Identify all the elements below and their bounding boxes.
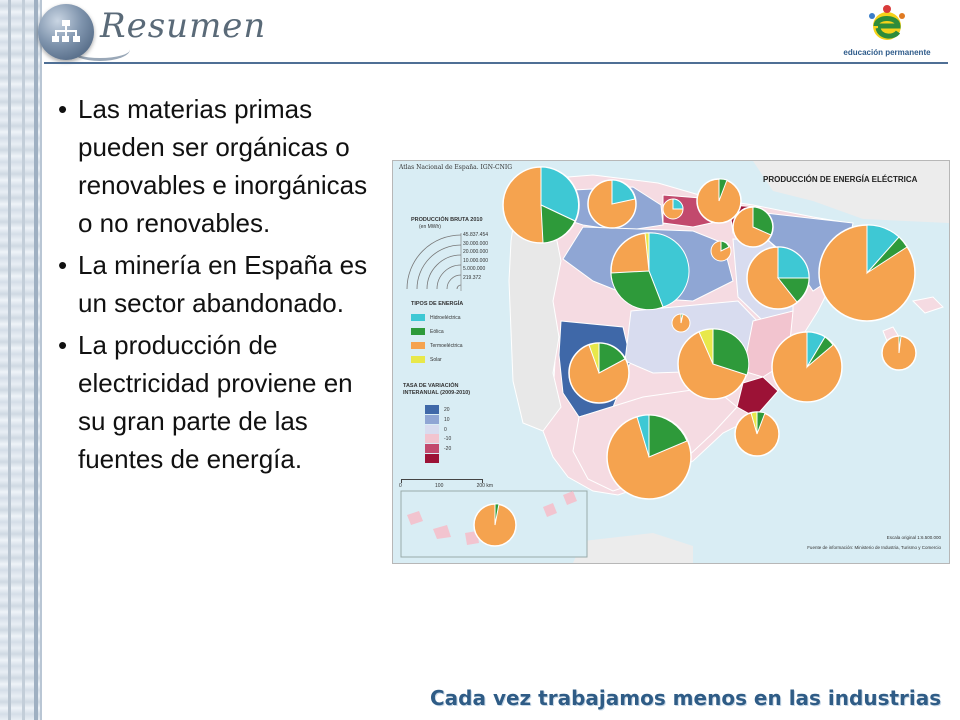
pie-castilla-leon — [611, 233, 689, 310]
pie-cataluna — [819, 225, 915, 321]
frame-stripe — [22, 0, 25, 720]
variation-item — [425, 405, 451, 415]
pie-castilla-la-mancha — [678, 329, 749, 399]
variation-item — [425, 444, 451, 454]
production-value: 20.000.000 — [463, 249, 489, 256]
variation-label: -20 — [444, 446, 452, 453]
pie-extremadura — [569, 343, 629, 403]
legend-item-thermal — [411, 339, 463, 353]
info-note: Fuente de información: Ministerio de Industria, Turismo y Comercio — [807, 545, 941, 550]
pie-andalucia — [607, 415, 691, 499]
bullet-item: • Las materias primas pueden ser orgánicas o renovables e inorgánicas o no renovables. — [56, 90, 376, 242]
production-value: 5.000.000 — [463, 266, 486, 273]
variation-item — [425, 425, 451, 435]
pie-galicia — [503, 167, 579, 243]
pie-asturias — [588, 180, 636, 228]
energy-map — [392, 160, 950, 564]
left-decorative-frame — [0, 0, 42, 720]
legend-label: Hidroeléctrica — [430, 315, 461, 321]
variation-label: 20 — [444, 406, 450, 413]
pie-navarra — [733, 207, 773, 247]
pie-canarias — [474, 504, 516, 546]
variation-swatch — [425, 434, 439, 443]
title-divider — [44, 62, 948, 64]
legend-swatch — [411, 314, 425, 321]
pie-la-rioja — [711, 241, 731, 261]
scale-label: 0 — [399, 483, 402, 489]
production-value: 45.837.454 — [463, 232, 489, 238]
e-logo-icon — [832, 4, 942, 48]
variation-swatch — [425, 454, 439, 463]
bullet-list — [56, 90, 376, 482]
legend-swatch — [411, 342, 425, 349]
production-value: 10.000.000 — [463, 257, 489, 264]
pie-murcia — [735, 412, 779, 456]
pie-aragon — [747, 247, 809, 309]
pie-cantabria — [663, 199, 683, 219]
legend-item-solar — [411, 353, 463, 367]
production-value: 30.000.000 — [463, 240, 489, 247]
scale-label: 100 — [435, 483, 444, 489]
legend-label: Eólica — [430, 329, 444, 335]
energy-types-title: TIPOS DE ENERGÍA — [411, 301, 464, 307]
variation-swatch — [425, 425, 439, 434]
legend-label: Solar — [430, 357, 442, 363]
pie-madrid — [672, 314, 690, 332]
energy-types-legend — [411, 311, 463, 367]
variation-item — [425, 434, 451, 444]
variation-item — [425, 454, 451, 464]
variation-label: -10 — [444, 436, 452, 443]
production-values — [463, 231, 488, 283]
legend-swatch — [411, 328, 425, 335]
scale-note: Escala original 1:6.500.000 — [886, 535, 941, 540]
variation-item — [425, 415, 451, 425]
brand-logo — [832, 4, 942, 62]
bullet-item: • La producción de electricidad proviene en su gran parte de las fuentes de energía. — [56, 326, 376, 478]
frame-stripe — [34, 0, 38, 720]
frame-stripe — [8, 0, 11, 720]
production-title: PRODUCCIÓN BRUTA 2010 — [411, 217, 483, 223]
variation-label: 10 — [444, 416, 450, 423]
variation-swatch — [425, 444, 439, 453]
bullet-item: • La minería en España es un sector abandonado. — [56, 246, 376, 322]
legend-label: Termoeléctrica — [430, 343, 463, 349]
slide-footer: Cada vez trabajamos menos en las industrias — [430, 686, 942, 710]
legend-item-hydro — [411, 311, 463, 325]
slide-title: Resumen — [100, 6, 267, 46]
map-source: Atlas Nacional de España. IGN-CNIG — [399, 164, 512, 171]
pie-valencia — [772, 332, 842, 402]
sitemap-icon — [38, 4, 94, 60]
production-value: 219.372 — [463, 274, 482, 281]
pie-pais-vasco — [697, 179, 741, 223]
scale-labels — [399, 483, 493, 489]
variation-swatch — [425, 405, 439, 414]
variation-swatch — [425, 415, 439, 424]
brand-text: educación permanente — [843, 48, 931, 57]
map-title: PRODUCCIÓN DE ENERGÍA ELÉCTRICA — [763, 175, 918, 184]
scale-label: 200 km — [476, 483, 493, 489]
legend-item-wind — [411, 325, 463, 339]
variation-title: TASA DE VARIACIÓN INTERANUAL (2009-2010) — [403, 383, 471, 396]
pie-baleares — [882, 336, 916, 370]
production-unit: (en MWh) — [419, 224, 441, 230]
variation-legend — [425, 405, 451, 464]
legend-swatch — [411, 356, 425, 363]
variation-label: 0 — [444, 426, 447, 433]
